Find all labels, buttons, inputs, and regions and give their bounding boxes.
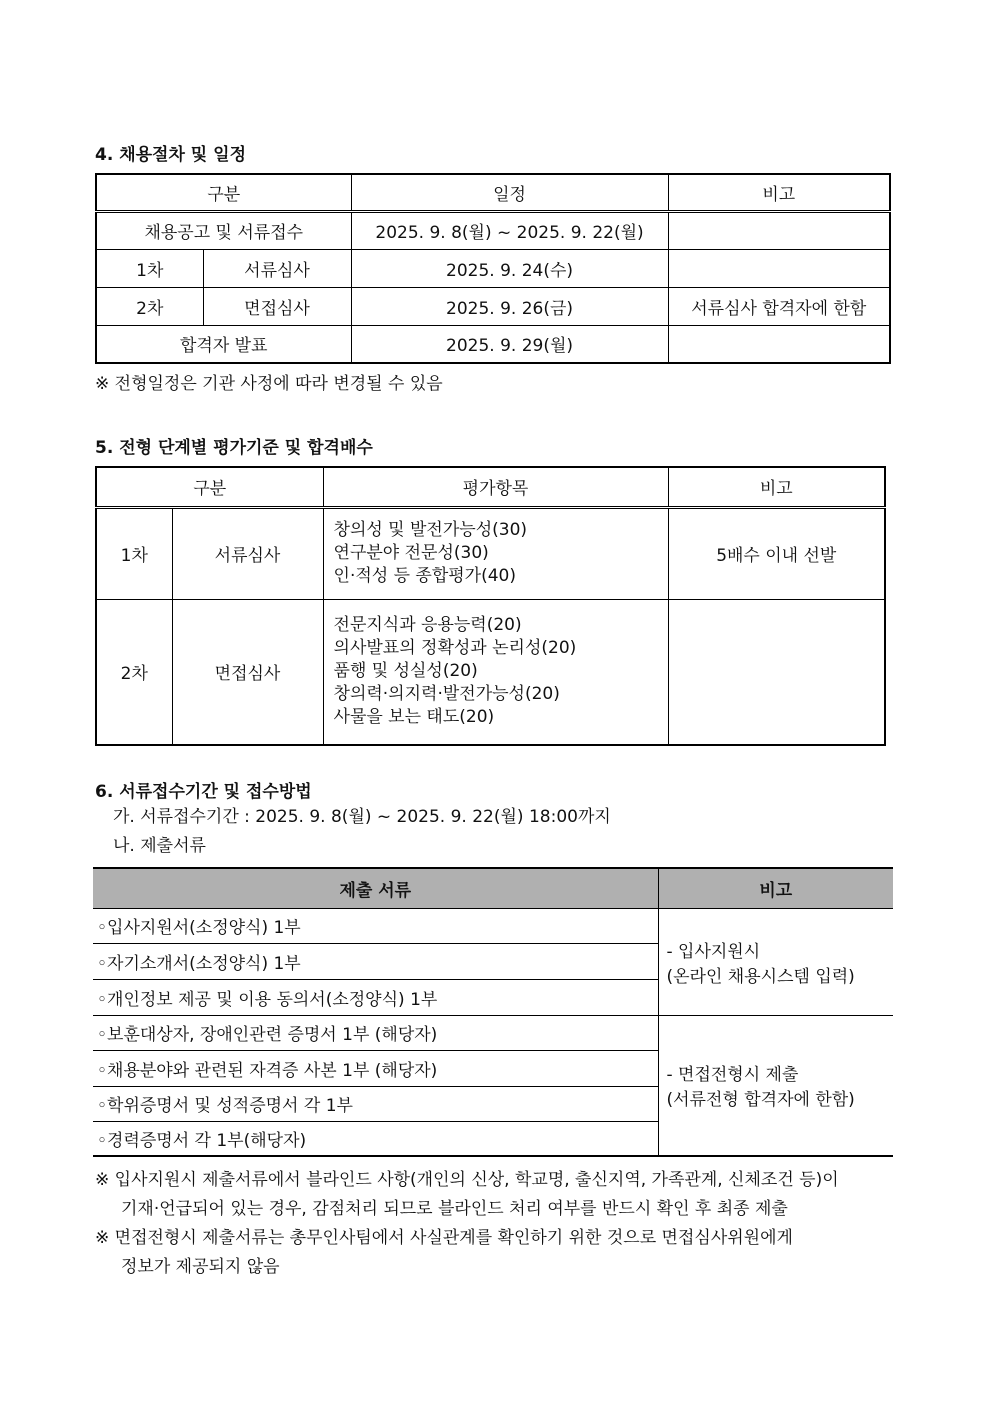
note-line: - 입사지원시 — [666, 941, 761, 962]
criteria-item: 전문지식과 응용능력(20) — [333, 615, 522, 636]
table-row — [96, 287, 890, 325]
step-date: 2025. 9. 8(월) ~ 2025. 9. 22(월) — [351, 211, 668, 249]
docs-label: 나. 제출서류 — [113, 836, 206, 856]
doc-item: ◦입사지원서(소정양식) 1부 — [93, 908, 658, 943]
docs-footnote-1: ※ 입사지원시 제출서류에서 블라인드 사항(개인의 신상, 학교명, 출신지역, 가족관계, 신체조건 등)이 — [95, 1170, 839, 1190]
table-row — [96, 599, 885, 745]
step-date: 2025. 9. 29(월) — [351, 325, 668, 363]
doc-item: ◦채용분야와 관련된 자격증 사본 1부 (해당자) — [93, 1050, 658, 1086]
step-date: 2025. 9. 26(금) — [351, 287, 668, 325]
criteria-item: 품행 및 성실성(20) — [333, 661, 478, 682]
header-cell: 비고 — [658, 868, 893, 908]
criteria-note — [668, 599, 885, 745]
table-row — [96, 211, 890, 249]
header-cell: 비고 — [668, 174, 890, 211]
step-label: 면접심사 — [203, 287, 351, 325]
header-cell: 일정 — [351, 174, 668, 211]
step-stage: 1차 — [96, 249, 203, 287]
table-row — [96, 325, 890, 363]
criteria-items — [323, 599, 668, 745]
stage-cell: 1차 — [96, 507, 172, 599]
doc-note-1 — [658, 908, 893, 1015]
step-label: 서류심사 — [203, 249, 351, 287]
doc-item: ◦자기소개서(소정양식) 1부 — [93, 943, 658, 979]
criteria-table — [95, 466, 886, 746]
doc-note-2 — [658, 1015, 893, 1156]
header-cell: 구분 — [96, 174, 351, 211]
step-date: 2025. 9. 24(수) — [351, 249, 668, 287]
header-cell: 평가항목 — [323, 467, 668, 507]
docs-footnote-1-cont: 기재·언급되어 있는 경우, 감점처리 되므로 블라인드 처리 여부를 반드시 확인 후 최종 제출 — [121, 1199, 788, 1219]
criteria-note: 5배수 이내 선발 — [668, 507, 885, 599]
step-note — [668, 249, 890, 287]
criteria-item: 창의력·의지력·발전가능성(20) — [333, 684, 560, 705]
step-label: 합격자 발표 — [96, 325, 351, 363]
header-cell: 제출 서류 — [93, 868, 658, 908]
step-label: 채용공고 및 서류접수 — [96, 211, 351, 249]
section-6-title: 6. 서류접수기간 및 접수방법 — [95, 782, 312, 802]
doc-item: ◦개인정보 제공 및 이용 동의서(소정양식) 1부 — [93, 979, 658, 1015]
criteria-item: 연구분야 전문성(30) — [333, 543, 489, 563]
step-stage: 2차 — [96, 287, 203, 325]
header-cell: 구분 — [96, 467, 323, 507]
submission-period: 가. 서류접수기간 : 2025. 9. 8(월) ~ 2025. 9. 22(월) 18:00까지 — [113, 807, 611, 827]
note-line: (서류전형 합격자에 한함) — [666, 1090, 855, 1111]
note-line: (온라인 채용시스템 입력) — [666, 966, 855, 987]
criteria-item: 사물을 보는 태도(20) — [333, 707, 495, 728]
doc-item: ◦학위증명서 및 성적증명서 각 1부 — [93, 1086, 658, 1121]
docs-footnote-2: ※ 면접전형시 제출서류는 총무인사팀에서 사실관계를 확인하기 위한 것으로 면접심사위원에게 — [95, 1228, 793, 1248]
note-line: - 면접전형시 제출 — [666, 1065, 799, 1086]
stage-label: 면접심사 — [172, 599, 323, 745]
docs-footnote-2-cont: 정보가 제공되지 않음 — [121, 1257, 280, 1277]
section-5-title: 5. 전형 단계별 평가기준 및 합격배수 — [95, 438, 373, 458]
header-cell: 비고 — [668, 467, 885, 507]
doc-item: ◦보훈대상자, 장애인관련 증명서 1부 (해당자) — [93, 1015, 658, 1050]
schedule-table — [95, 173, 891, 364]
table-row — [96, 249, 890, 287]
step-note — [668, 325, 890, 363]
criteria-item: 의사발표의 정확성과 논리성(20) — [333, 638, 577, 659]
criteria-items — [323, 507, 668, 599]
table-row — [93, 908, 893, 943]
stage-cell: 2차 — [96, 599, 172, 745]
table-row — [96, 507, 885, 599]
table-row — [93, 1015, 893, 1050]
section-4-title: 4. 채용절차 및 일정 — [95, 145, 246, 165]
step-note — [668, 211, 890, 249]
schedule-footnote: ※ 전형일정은 기관 사정에 따라 변경될 수 있음 — [95, 374, 443, 394]
documents-table — [93, 867, 893, 1157]
criteria-item: 인·적성 등 종합평가(40) — [333, 566, 516, 586]
step-note: 서류심사 합격자에 한함 — [668, 287, 890, 325]
doc-item: ◦경력증명서 각 1부(해당자) — [93, 1121, 658, 1156]
criteria-item: 창의성 및 발전가능성(30) — [333, 520, 528, 540]
stage-label: 서류심사 — [172, 507, 323, 599]
